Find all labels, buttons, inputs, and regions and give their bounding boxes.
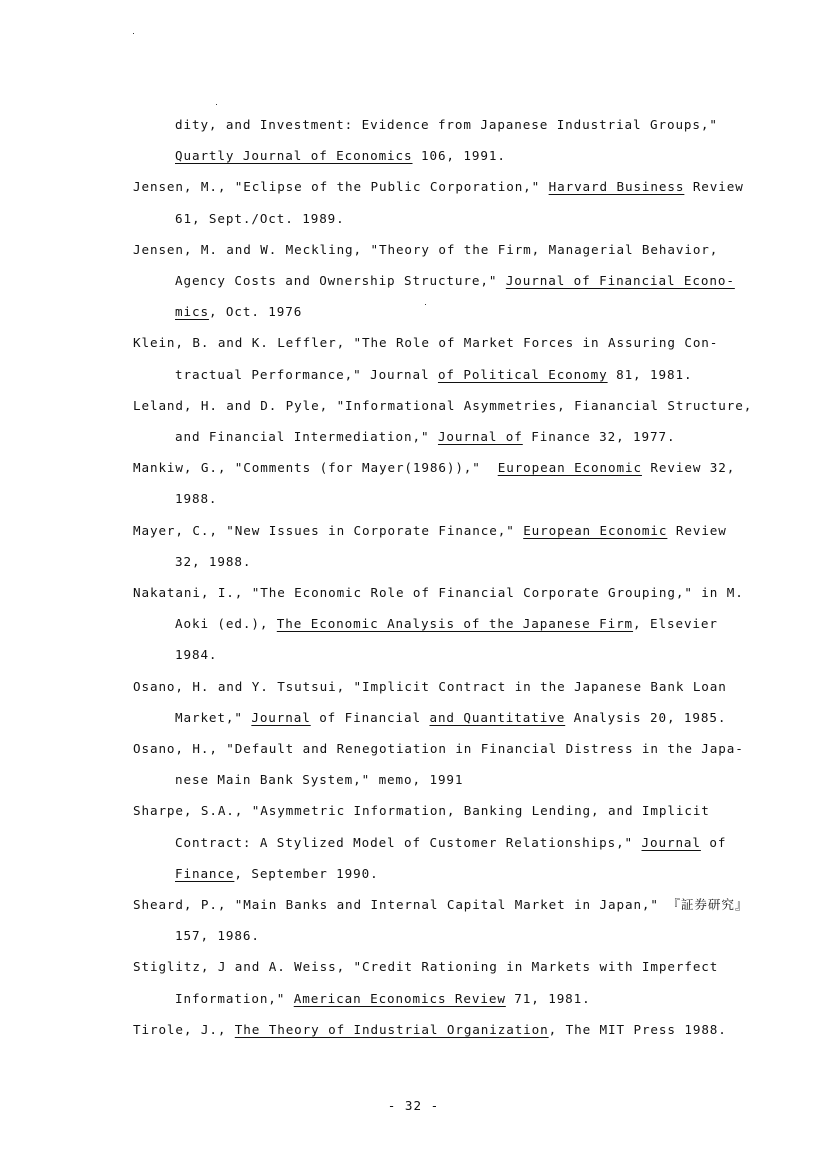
reference-text: 61, Sept./Oct. 1989. [175, 210, 345, 226]
underlined-title: The Theory of Industrial Organization [234, 1021, 549, 1037]
reference-entry-continuation-line [175, 491, 217, 507]
reference-entry-first-line [133, 335, 718, 351]
reference-text: , Oct. 1976 [208, 304, 303, 320]
reference-entry-continuation-line [175, 928, 260, 944]
underlined-title: Quartly Journal of Economics [175, 148, 413, 164]
underlined-title: European Economic [497, 460, 642, 476]
reference-text: Jensen, M. and W. Meckling, "Theory of the Firm, Managerial Behavior, [133, 241, 719, 257]
reference-text: Klein, B. and K. Leffler, "The Role of Market Forces in Assuring Con- [133, 335, 719, 351]
reference-text: 1984. [175, 647, 218, 663]
reference-text: Review [684, 179, 744, 195]
reference-text: 157, 1986. [175, 928, 260, 944]
reference-text: and Financial Intermediation," [175, 429, 438, 444]
scan-speck [425, 304, 426, 305]
reference-text: Market," [175, 709, 252, 725]
reference-entry-continuation-line [175, 429, 675, 445]
reference-text: Mankiw, G., "Comments (for Mayer(1986))," [133, 460, 498, 476]
page-number: - 32 - [387, 1098, 440, 1113]
underlined-title: Harvard Business [548, 179, 685, 195]
reference-text: Stiglitz, J and A. Weiss, "Credit Rationing in Markets with Imperfect [133, 959, 719, 975]
reference-entry-first-line [133, 398, 752, 414]
reference-text: Review 32, [641, 460, 736, 476]
reference-entry-continuation-line [175, 148, 506, 164]
reference-entry-first-line [133, 1022, 727, 1038]
reference-text: Contract: A Stylized Model of Customer Relationships," [175, 834, 642, 850]
reference-entry-first-line [133, 897, 748, 913]
reference-entry-continuation-line [175, 273, 735, 289]
reference-entry-continuation-line [175, 304, 302, 320]
underlined-title: and Quantitative [429, 709, 566, 725]
reference-text: 1988. [175, 491, 218, 507]
reference-text: Nakatani, I., "The Economic Role of Financial Corporate Grouping," in M. [133, 585, 744, 600]
reference-text: Osano, H. and Y. Tsutsui, "Implicit Contract in the Japanese Bank Loan [133, 678, 727, 694]
underlined-title: Journal [251, 709, 311, 725]
reference-entry-continuation-line [175, 117, 718, 133]
reference-text: Information," [175, 990, 294, 1006]
reference-entry-continuation-line [175, 866, 379, 882]
reference-text: , Elsevier [633, 616, 718, 632]
reference-text: tractual Performance," Journal [175, 366, 438, 382]
underlined-title: The Economic Analysis of the Japanese Firm [276, 616, 634, 632]
reference-entry-first-line [133, 803, 710, 819]
underlined-title: mics [175, 304, 209, 320]
reference-entry-continuation-line [175, 554, 251, 570]
reference-text: Finance 32, 1977. [522, 429, 676, 444]
scan-speck [216, 104, 217, 105]
reference-text: Osano, H., "Default and Renegotiation in Financial Distress in the Japa- [133, 741, 744, 756]
reference-entry-continuation-line [175, 772, 463, 788]
underlined-title: Journal of Financial Econo- [505, 273, 735, 288]
reference-entry-first-line [133, 523, 727, 539]
reference-entry-first-line [133, 585, 744, 601]
underlined-title: American Economics Review [293, 990, 506, 1006]
reference-entry-continuation-line [175, 211, 345, 227]
reference-entry-first-line [133, 242, 718, 258]
underlined-title: Journal of [437, 429, 523, 444]
reference-text: Mayer, C., "New Issues in Corporate Finance," [133, 522, 524, 538]
reference-text: 71, 1981. [505, 990, 591, 1006]
reference-entry-continuation-line [175, 710, 726, 726]
reference-entry-continuation-line [175, 991, 591, 1007]
underlined-title: European Economic [523, 522, 668, 538]
reference-entry-continuation-line [175, 616, 718, 632]
underlined-title: Journal [641, 834, 701, 850]
reference-text: of Financial [310, 709, 430, 725]
underlined-title: of Political Economy [437, 366, 608, 382]
reference-entry-first-line [133, 179, 744, 195]
reference-text: Tirole, J., [133, 1021, 235, 1037]
reference-text: Leland, H. and D. Pyle, "Informational Asymmetries, Fianancial Structure, [133, 397, 753, 413]
reference-text: of [700, 834, 727, 850]
scan-speck [133, 33, 134, 34]
reference-entry-continuation-line [175, 647, 217, 663]
reference-entry-first-line [133, 741, 744, 757]
underlined-title: Finance [175, 865, 235, 881]
reference-entry-continuation-line [175, 835, 726, 851]
reference-text: 32, 1988. [175, 553, 252, 569]
reference-text: Agency Costs and Ownership Structure," [175, 273, 506, 288]
reference-text: 106, 1991. [412, 148, 506, 164]
reference-entry-continuation-line [175, 367, 692, 383]
reference-text: , The MIT Press 1988. [548, 1021, 727, 1037]
reference-text: Review [667, 522, 727, 538]
reference-text: , September 1990. [234, 865, 379, 881]
reference-text: Aoki (ed.), [175, 616, 277, 632]
reference-text: nese Main Bank System," memo, 1991 [175, 772, 464, 788]
reference-text: 81, 1981. [607, 366, 693, 382]
reference-entry-first-line [133, 679, 727, 695]
reference-text: dity, and Investment: Evidence from Japanese Industrial Groups," [175, 117, 718, 132]
reference-text: Sheard, P., "Main Banks and Internal Capital Market in Japan," 『証券研究』 [133, 897, 749, 912]
reference-entry-first-line [133, 959, 718, 975]
reference-text: Analysis 20, 1985. [565, 709, 727, 725]
reference-text: Jensen, M., "Eclipse of the Public Corporation," [133, 179, 549, 195]
reference-entry-first-line [133, 460, 735, 476]
reference-text: Sharpe, S.A., "Asymmetric Information, Banking Lending, and Implicit [133, 803, 710, 819]
